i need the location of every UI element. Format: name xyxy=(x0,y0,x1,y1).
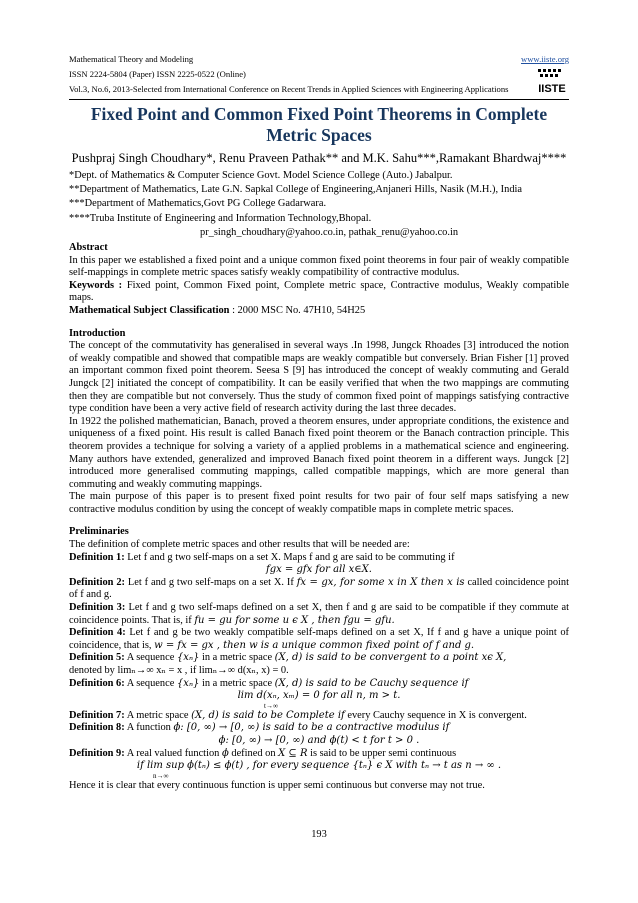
definition-2: Definition 2: Let f and g two self-maps on a set X. If fx = gx, for some x in X then x is called coincidence point of f and g. xyxy=(69,576,570,601)
definition-1-label: Definition 1: xyxy=(69,551,125,563)
definition-7-label: Definition 7: xyxy=(69,709,125,721)
affiliations xyxy=(69,169,569,240)
affiliation-3: ***Department of Mathematics,Govt PG College Gadarwara. xyxy=(69,198,327,210)
definition-4: Definition 4: Let f and g be two weakly compatible self-maps defined on a set X, If f and g have a unique point of coincidence, that is, w = fx = gx , then w is a unique common fixed point of f and g. xyxy=(69,627,569,651)
definition-6-limit-subscript: t→∞ xyxy=(264,701,278,710)
definition-7: Definition 7: A metric space (X, d) is said to be Complete if every Cauchy sequence in X is convergent. xyxy=(69,709,527,721)
journal-name: Mathematical Theory and Modeling xyxy=(69,54,194,64)
definition-6-label: Definition 6: xyxy=(69,677,125,689)
definition-3-label: Definition 3: xyxy=(69,602,126,614)
emails-line: pr_singh_choudhary@yahoo.co.in, pathak_renu@yahoo.co.in xyxy=(200,226,459,238)
closing-remark: Hence it is clear that every continuous function is upper semi continuous but converse may not true. xyxy=(69,779,485,791)
msc-text: : 2000 MSC No. 47H10, 54H25 xyxy=(229,304,366,316)
preliminaries-heading: Preliminaries xyxy=(69,526,129,538)
abstract-text: In this paper we established a fixed point and a unique common fixed point theorems in four pair of weakly compatible self-mappings in complete metric spaces satisfy weakly compatibility of contractive modulus. xyxy=(69,254,569,279)
definition-6-formula: lim d(xₙ, xₘ) = 0 for all n, m > t. xyxy=(237,690,401,702)
definition-9-label: Definition 9: xyxy=(69,747,125,759)
issn-line: ISSN 2224-5804 (Paper) ISSN 2225-0522 (Online) xyxy=(69,69,246,79)
definition-1: Definition 1: Let f and g two self-maps on a set X. Maps f and g are said to be commuting if xyxy=(69,551,455,563)
volume-line: Vol.3, No.6, 2013-Selected from International Conference on Recent Trends in Applied Sciences with Engineering Applications xyxy=(69,84,509,94)
definition-3: Definition 3: Let f and g two self-maps defined on a set X, then f and g are said to be compatible if they commute at coincidence points. That is, if fu = gu for some u ϵ X , then fgu = gfu. xyxy=(69,602,569,626)
journal-header xyxy=(69,52,569,97)
definition-5-label: Definition 5: xyxy=(69,652,125,664)
paper-body xyxy=(69,242,569,792)
abstract-heading: Abstract xyxy=(69,242,108,253)
introduction-paragraph-3: The main purpose of this paper is to present fixed point results for two pair of four self maps satisfying a new contractive modulus condition by using the concept of weakly compatible maps in complete metric spaces. xyxy=(69,491,569,515)
definition-5: Definition 5: A sequence {xₙ} in a metric space (X, d) is said to be convergent to a point xϵ X, xyxy=(69,652,507,664)
logo-text: IISTE xyxy=(538,83,566,95)
page-number: 193 xyxy=(311,829,327,840)
keywords-text: Fixed point, Common Fixed point, Complete metric space, Contractive modulus, Weakly compatible maps. xyxy=(69,279,569,304)
journal-url-link[interactable]: www.iiste.org xyxy=(521,54,569,64)
definition-9-formula: if lim sup ϕ(tₙ) ≤ ϕ(t) , for every sequence {tₙ} ϵ X with tₙ → t as n → ∞ . xyxy=(136,760,502,772)
affiliation-2: **Department of Mathematics, Late G.N. Sapkal College of Engineering,Anjaneri Hills, Nasik (M.H.), India xyxy=(69,184,523,196)
iiste-logo-icon xyxy=(534,67,570,97)
definition-4-label: Definition 4: xyxy=(69,627,126,639)
introduction-heading: Introduction xyxy=(69,327,126,339)
definition-8-formula: ϕ: [0, ∞) → [0, ∞) and ϕ(t) < t for t > 0 . xyxy=(218,734,420,746)
affiliation-1: *Dept. of Mathematics & Computer Science Govt. Model Science College (Auto.) Jabalpur. xyxy=(69,170,453,181)
paper-title: Fixed Point and Common Fixed Point Theorems in Complete Metric Spaces xyxy=(90,104,548,145)
authors-line: Pushpraj Singh Choudhary*, Renu Praveen Pathak** and M.K. Sahu***,Ramakant Bhardwaj**** xyxy=(71,151,567,165)
definition-8: Definition 8: A function ϕ: [0, ∞) → [0, ∞) is said to be a contractive modulus if xyxy=(69,722,450,734)
affiliation-4: ****Truba Institute of Engineering and Information Technology,Bhopal. xyxy=(69,212,372,224)
keywords-label: Keywords : xyxy=(69,279,123,291)
definition-2-label: Definition 2: xyxy=(69,576,125,588)
definition-6: Definition 6: A sequence {xₙ} in a metric space (X, d) is said to be Cauchy sequence if xyxy=(69,677,469,689)
keywords-line xyxy=(69,280,569,305)
definition-9: Definition 9: A real valued function ϕ defined on X ⊆ R is said to be upper semi continuous xyxy=(69,747,457,759)
definition-5-line-2: denoted by limₙ→∞ xₙ = x , if limₙ→∞ d(xₙ, x) = 0. xyxy=(69,665,289,676)
definition-8-label: Definition 8: xyxy=(69,722,125,734)
msc-line xyxy=(69,305,569,318)
definition-9-limit-subscript: n→∞ xyxy=(153,771,169,780)
msc-label: Mathematical Subject Classification xyxy=(69,304,230,316)
definition-1-formula: fgx = gfx for all x∈X. xyxy=(266,564,372,576)
header-rule xyxy=(69,99,569,100)
preliminaries-intro: The definition of complete metric spaces and other results that will be needed are: xyxy=(69,539,410,551)
introduction-paragraph-2: In 1922 the polished mathematician, Banach, proved a theorem ensures, under appropriate conditions, the existence and uniqueness of a fixed point. His result is called Banach fixed point theorem or the Banach contraction principle. This theorem provides a technique for solving a variety of a applied problems in a mathematical science and engineering. Many authors have extended, generalized and improved Banach fixed point theorem in a different ways. Jungck [2] introduced more generalised commuting mappings, called compatible mappings, which are more general than commuting and weakly commuting mappings. xyxy=(69,415,569,490)
introduction-paragraph-1: The concept of the commutativity has generalised in several ways .In 1998, Jungck Rhoades [3] introduced the notion of weakly compatible and showed that compatible maps are weakly compatible but conversely. Brian Fisher [1] proved an important common fixed point theorem. Seesa S [9] has introduced the concept of weakly commuting and Gerald Jungck [2] initiated the concept of compatibility. It can be easily verified that when the two mappings are commuting then they are compatible but not conversely. Thus the study of common fixed point of mappings satisfying contractive type condition have been a very active field of research activity during the last three decades. xyxy=(69,340,569,415)
